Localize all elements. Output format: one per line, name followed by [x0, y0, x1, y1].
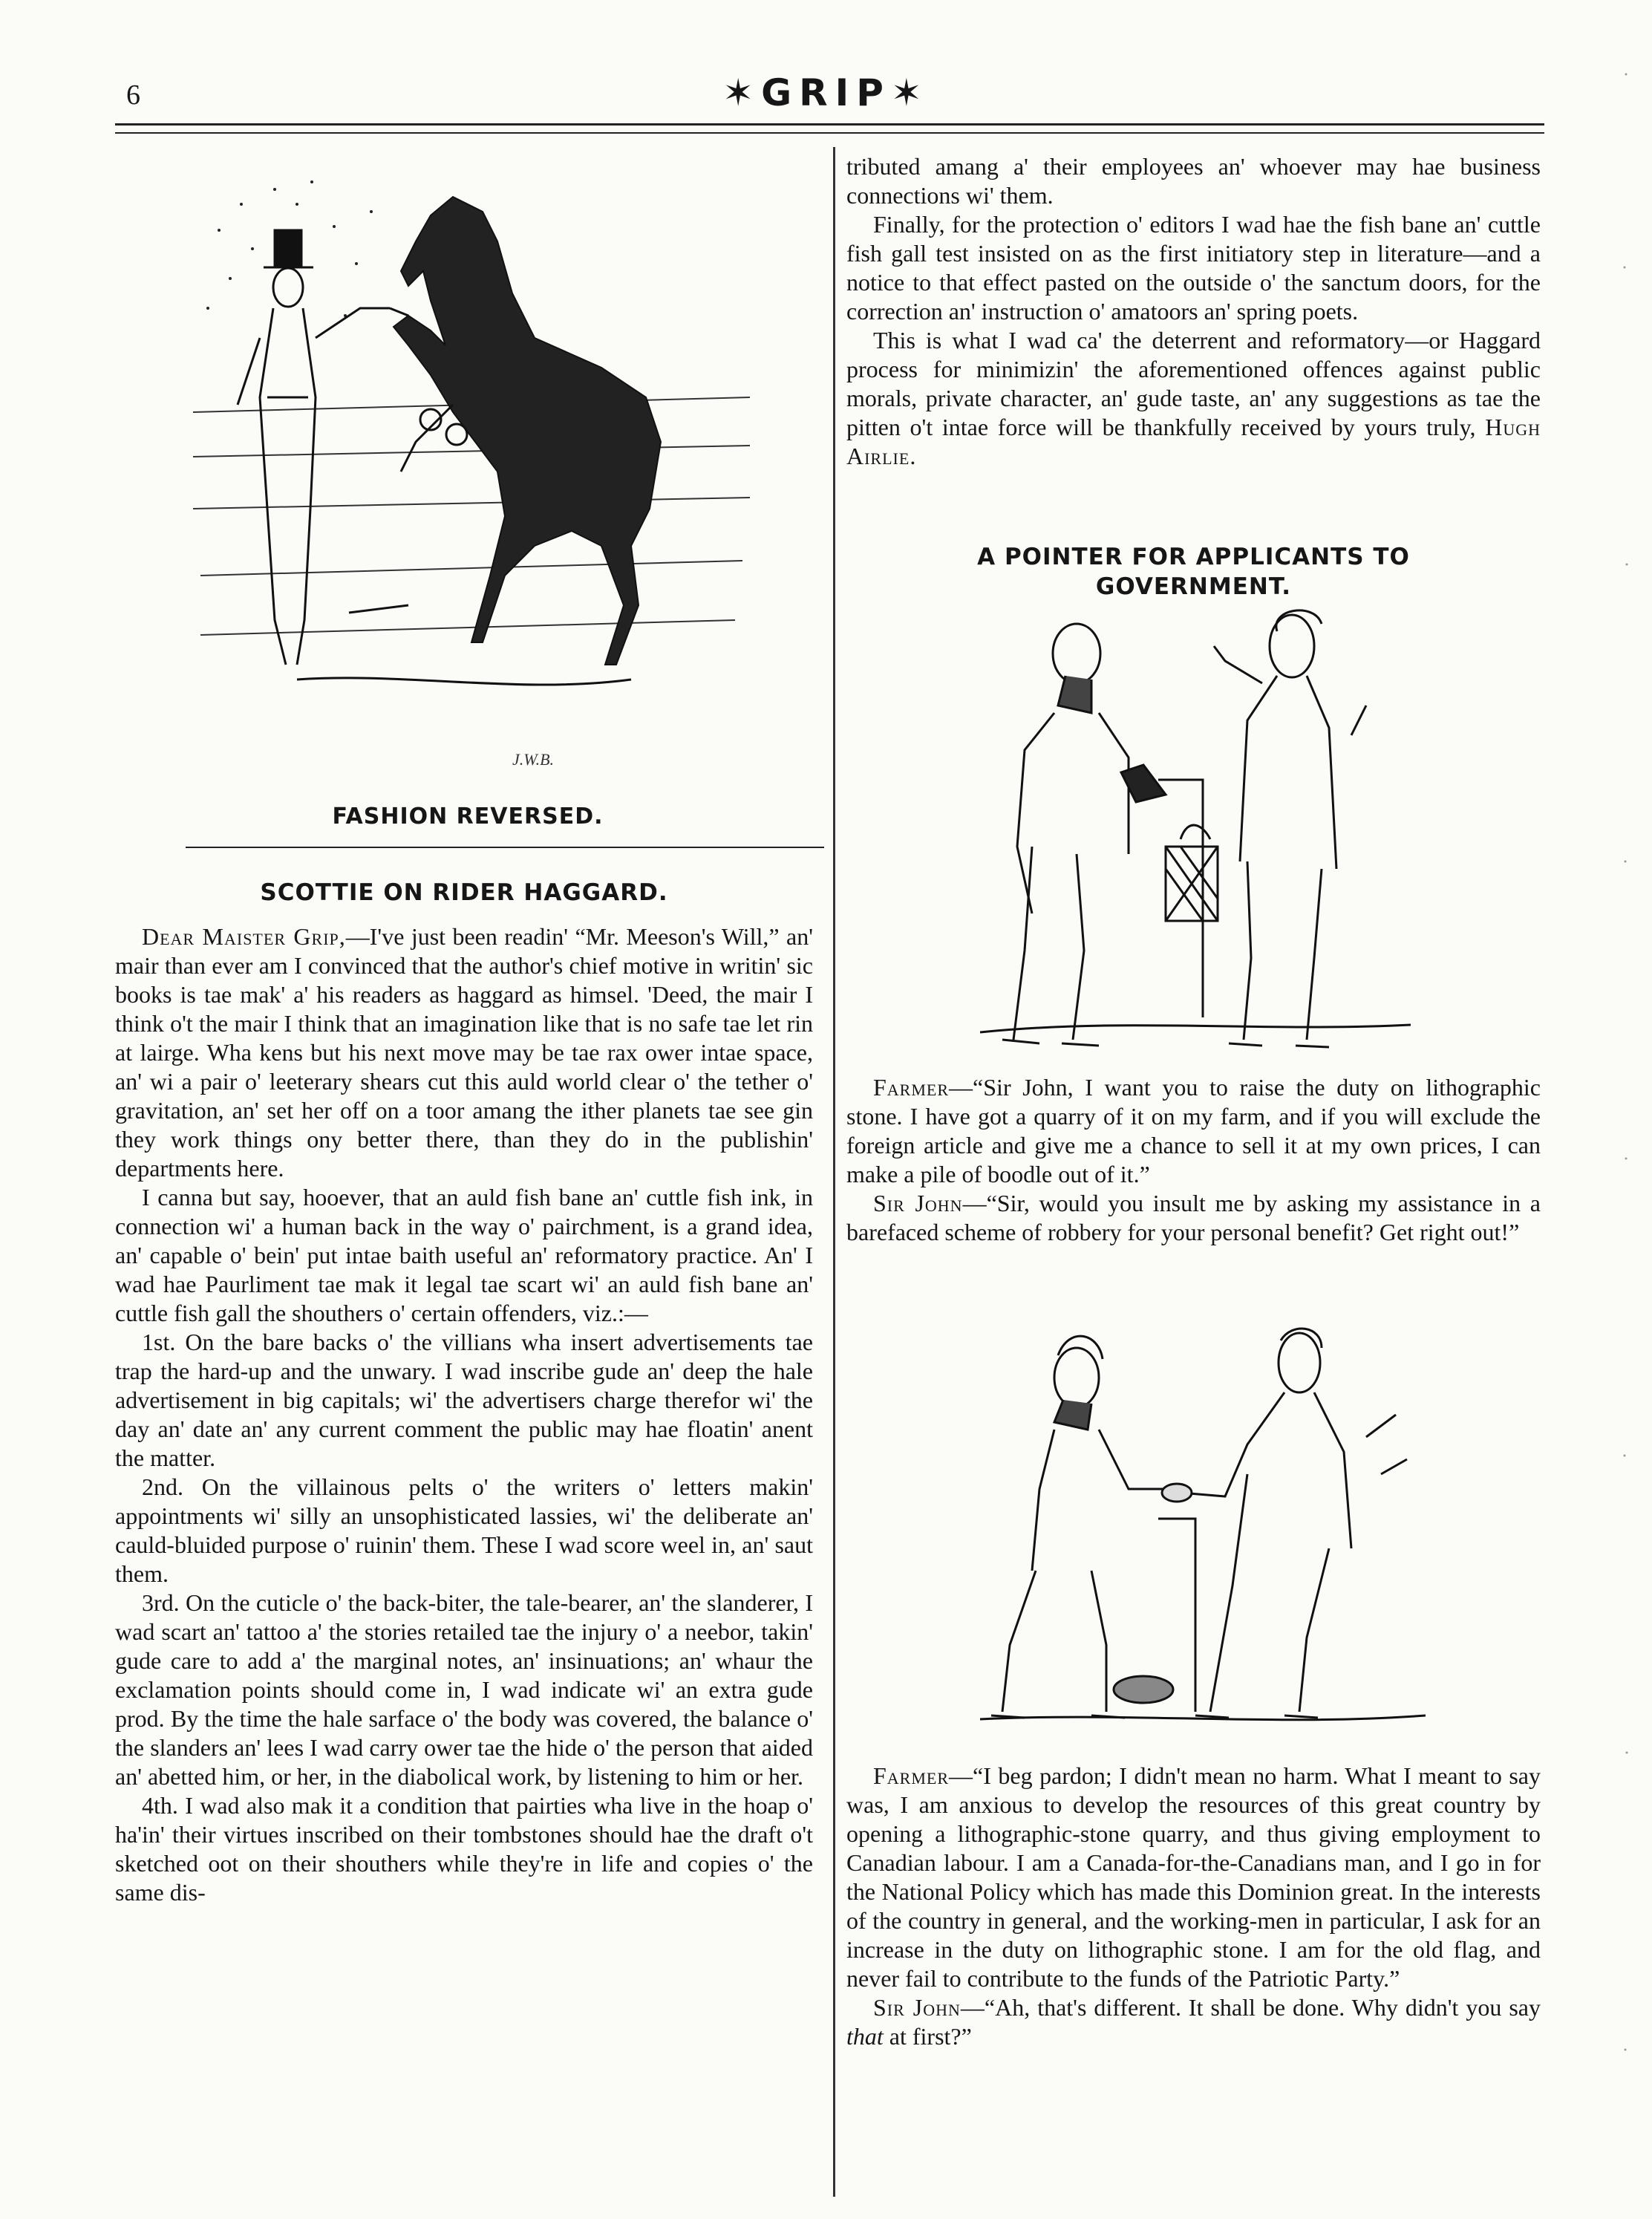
- dialogue-text: —“I beg pardon; I didn't mean no harm. What I meant to say was, I am anxious to develop the resources of this great country by opening a lithographic-stone quarry, and thus giving employment to Canadian labour. I am a Canada-for-the-Canadians man, and I go in for the National Policy which has made this Dominion great. In the interests of the country in general, and the working-men in particular, I ask for an increase in the duty on lithographic stone. I am for the old flag, and never fail to contribute to the funds of the Patriotic Party.”: [846, 1762, 1541, 1992]
- column-divider: [833, 147, 835, 2197]
- header-rule-bottom: [115, 132, 1544, 134]
- dialogue-text: —“Sir John, I want you to raise the duty on lithographic stone. I have got a quarry of it on my farm, and if you will exclude the foreign article and give me a chance to sell it at my own prices, I can make a pile of boodle out of it.”: [846, 1074, 1541, 1187]
- speaker-label: Sir John: [873, 1190, 963, 1216]
- article-paragraph: I canna but say, hooever, that an auld fish bane an' cuttle fish ink, in connection wi' a human back in the way o' pairchment, is a grand idea, an' capable o' bein' put intae baith useful an' reformatory practice. An' I wad hae Paurliment tae mak it legal tae scart wi' an auld fish bane an' cuttle fish gall the shouthers o' certain offenders, viz.:—: [115, 1184, 813, 1326]
- dialogue-one: [846, 1073, 1541, 1247]
- article-paragraph: [115, 922, 813, 1183]
- article-paragraph: 1st. On the bare backs o' the villians wha insert advertisements tae trap the hard-up and the unwary. I wad inscribe gude an' deep the hale advertisement in big capitals; wi' the advertisers charge therefor wi' the day an' date an' any current comment the public may hae floatin' anent the matter.: [115, 1329, 813, 1471]
- article-paragraph: 3rd. On the cuticle o' the back-biter, the tale-bearer, an' the slanderer, I wad scart an' tattoo a' the stories retailed tae the injury o' a neebor, takin' gude care to add a' the marginal notes, an' insinuations; an' whaur the exclamation points should come in, I wad indicate wi' an extra gude prod. By the time the hale sarface o' the body was covered, the balance o' the slanders an' lees I wad carry ower tae the hide o' the person that aided an' abetted him, or her, in the diabolical work, by listening to him or her.: [115, 1589, 813, 1790]
- farmer-refused-cartoon: [980, 602, 1411, 1062]
- article-paragraph: 2nd. On the villainous pelts o' the writers o' letters makin' appointments wi' silly an unsophisticated lassies, wi' the deliberate an' cauld-bluided purpose o' ruinin' them. These I wad score weel in, an' saut them.: [115, 1473, 813, 1587]
- dialogue-text: at first?”: [883, 2023, 972, 2050]
- right-column-continuation: [846, 152, 1541, 471]
- article-text: —I've just been readin' “Mr. Meeson's Will,” an' mair than ever am I convinced that the author's chief motive in writin' sic books is tae mak' a' his readers as haggard as himsel. 'Deed, the mair I think o't the mair I think that an imagination like that is no safe tae let rin at lairge. Wha kens but his next move may be tae rax ower intae space, an' wi a pair o' leeterary shears cut this auld world clear o' the tether o' gravitation, an' set her off on a toor amang the ither planets tae see gin they work things ony better there, than they do in the publishin' departments here.: [115, 923, 813, 1182]
- article-paragraph: 4th. I wad also mak it a condition that pairties wha live in the hoap o' ha'in' their virtues inscribed on their tombstones should hae the draft o't sketched oot on their shouthers while they're in life and copies o' the same dis-: [115, 1792, 813, 1906]
- article-text: This is what I wad ca' the deterrent and reformatory—or Haggard process for minimizin' the aforementioned offences against public morals, private character, an' gude taste, an' any suggestions as tae the pitten o't intae force will be thankfully received by yours truly,: [846, 327, 1541, 440]
- article-heading: SCOTTIE ON RIDER HAGGARD.: [260, 879, 668, 906]
- fashion-reversed-cartoon: [186, 160, 757, 791]
- dialogue-text: —“Sir, would you insult me by asking my assistance in a barefaced scheme of robbery for your personal benefit? Get right out!”: [846, 1190, 1541, 1245]
- dialogue-line: [846, 1993, 1541, 2051]
- left-column-article: [115, 878, 813, 1907]
- page-number: 6: [126, 79, 140, 111]
- handshake-cartoon: [980, 1326, 1426, 1741]
- speaker-label: Farmer: [873, 1074, 950, 1101]
- speaker-label: Sir John: [873, 1994, 961, 2021]
- artist-signature: J.W.B.: [512, 750, 555, 769]
- dialogue-line: [846, 1762, 1541, 1993]
- dialogue-line: [846, 1073, 1541, 1189]
- masthead-title: ✶GRIP✶: [722, 71, 930, 114]
- heading-line: GOVERNMENT.: [1095, 573, 1292, 600]
- dialogue-line: [846, 1189, 1541, 1247]
- article-paragraph: tributed amang a' their employees an' whoever may hae business connections wi' them.: [846, 153, 1541, 209]
- article-paragraph: Finally, for the protection o' editors I wad hae the fish bane an' cuttle fish gall test insisted on as the first initiatory step in literature—and a notice to that effect pasted on the outside o' the sanctum doors, for the correction an' instruction o' amatoors an' spring poets.: [846, 211, 1541, 325]
- cartoon1-caption: FASHION REVERSED.: [332, 804, 604, 830]
- caption-rule: [186, 847, 824, 848]
- cartoon2-heading: [846, 542, 1541, 602]
- emphasis-text: that: [846, 2023, 884, 2050]
- author-signature: Hugh Airlie.: [846, 414, 1541, 469]
- margin-specks: [1621, 45, 1631, 2198]
- speaker-label: Farmer: [873, 1762, 950, 1789]
- header-rule-top: [115, 123, 1544, 126]
- article-paragraph: [846, 326, 1541, 471]
- heading-line: A POINTER FOR APPLICANTS TO: [977, 544, 1410, 570]
- salutation: Dear Maister Grip,: [142, 923, 346, 950]
- dialogue-text: —“Ah, that's different. It shall be done. Why didn't you say: [960, 1994, 1541, 2021]
- dialogue-two: [846, 1762, 1541, 2051]
